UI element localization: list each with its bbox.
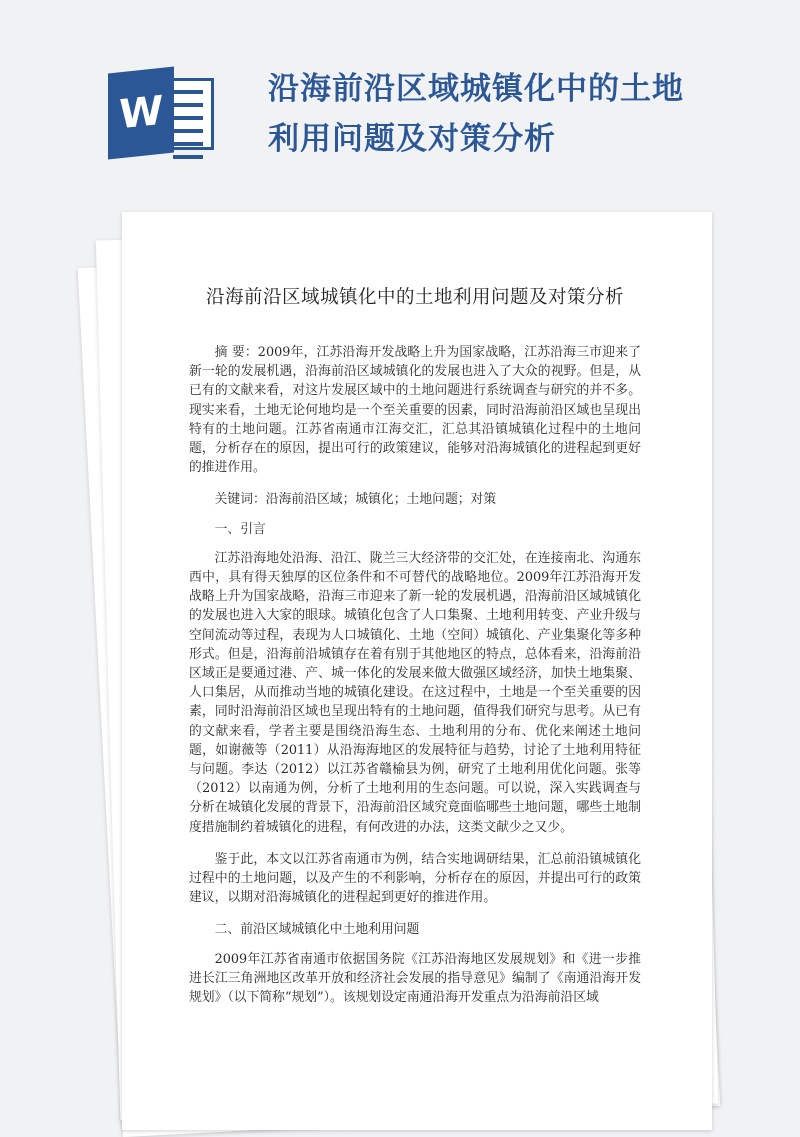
word-document-icon bbox=[108, 70, 216, 156]
body-paragraph: 江苏沿海地处沿海、沿江、陇兰三大经济带的交汇处，在连接南北、沟通东西中，具有得天独厚的区位条件和不可替代的战略地位。2009年江苏沿海开发战略上升为国家战略，沿海三市迎来了新一轮的发展机遇，沿海前沿区域城镇化的发展也进入大家的眼球。城镇化包含了人口集聚、土地利用转变、产业升级与空间流动等过程，表现为人口城镇化、土地（空间）城镇化、产业集聚化等多种形式。但是，沿海前沿城镇存在着有别于其他地区的特点，总体看来，沿海前沿区域正是要通过港、产、城一体化的发展来做大做强区域经济，加快土地集聚、人口集居，从而推动当地的城镇化建设。在这过程中，土地是一个至关重要的因素，同时沿海前沿区域也呈现出特有的土地问题，值得我们研究与思考。从已有的文献来看，学者主要是围绕沿海生态、土地利用的分布、优化来阐述土地问题，如谢薇等（2011）从沿海海地区的发展特征与趋势，讨论了土地利用特征与问题。李达（2012）以江苏省赣榆县为例，研究了土地利用优化问题。张等（2012）以南通为例，分析了土地利用的生态问题。可以说，深入实践调查与分析在城镇化发展的背景下，沿海前沿区域究竟面临哪些土地问题，哪些土地制度措施制约着城镇化的进程，有何改进的办法，这类文献少之又少。 bbox=[189, 550, 641, 835]
section-heading-introduction: 一、引言 bbox=[214, 521, 266, 537]
document-content bbox=[189, 283, 641, 1020]
body-paragraph: 鉴于此，本文以江苏省南通市为例，结合实地调研结果，汇总前沿镇城镇化过程中的土地问题，以及产生的不利影响，分析存在的原因，并提出可行的政策建议，以期对沿海城镇化的进程起到更好的推进作用。 bbox=[189, 851, 641, 906]
keywords-line: 关键词：沿海前沿区域；城镇化；土地问题；对策 bbox=[214, 492, 497, 508]
body-paragraph: 2009年江苏省南通市依据国务院《江苏沿海地区发展规划》和《进一步推进长江三角洲地区改革开放和经济社会发展的指导意见》编制了《南通沿海开发规划》（以下简称“规划”）。该规划设定南通沿海开发重点为沿海前沿区域 bbox=[189, 951, 641, 1006]
document-title: 沿海前沿区域城镇化中的土地利用问题及对策分析 bbox=[205, 287, 624, 308]
word-logo-letter: W bbox=[108, 67, 174, 160]
section-heading-land-use-problems: 二、前沿区域城镇化中土地利用问题 bbox=[214, 922, 420, 938]
page-title: 沿海前沿区域城镇化中的土地利用问题及对策分析 bbox=[268, 71, 684, 157]
abstract-paragraph: 摘 要：2009年，江苏沿海开发战略上升为国家战略，江苏沿海三市迎来了新一轮的发展机遇，沿海前沿区域城镇化的发展也进入了大众的视野。但是，从已有的文献来看，对这片发展区域中的土地问题进行系统调查与研究的并不多。现实来看，土地无论何地均是一个至关重要的因素，同时沿海前沿区域也呈现出特有的土地问题。江苏省南通市江海交汇，汇总其沿镇城镇化过程中的土地问题，分析存在的原因，提出可行的政策建议，能够对沿海城镇化的进程起到更好的推进作用。 bbox=[189, 345, 641, 476]
